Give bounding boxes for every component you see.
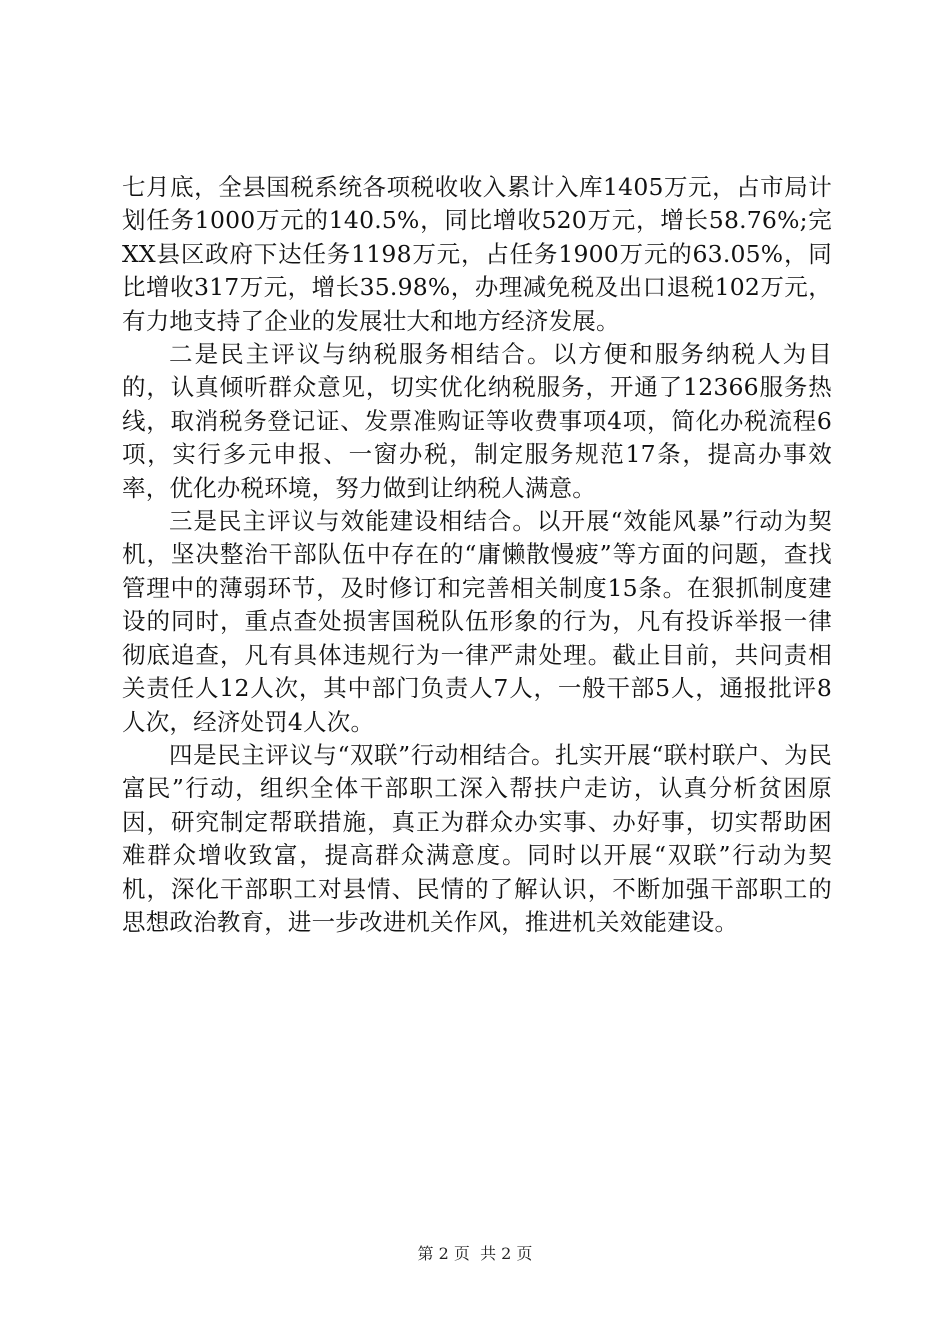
paragraph-efficiency-building: 三是民主评议与效能建设相结合。以开展“效能风暴”行动为契机，坚决整治干部队伍中存在的“庸懒散慢疲”等方面的问题，查找管理中的薄弱环节，及时修订和完善相关制度15条。在狠抓制度建设的同时，重点查处损害国税队伍形象的行为，凡有投诉举报一律彻底追查，凡有具体违规行为一律严肃处理。截止目前，共问责相关责任人12人次，其中部门负责人7人，一般干部5人，通报批评8人次，经济处罚4人次。 bbox=[122, 507, 832, 736]
paragraph-shuanglian-action: 四是民主评议与“双联”行动相结合。扎实开展“联村联户、为民富民”行动，组织全体干部职工深入帮扶户走访，认真分析贫困原因，研究制定帮联措施，真正为群众办实事、办好事，切实帮助困难群众增收致富，提高群众满意度。同时以开展“双联”行动为契机，深化干部职工对县情、民情的了解认识，不断加强干部职工的思想政治教育，进一步改进机关作风，推进机关效能建设。 bbox=[122, 740, 832, 936]
page-number-label: 第 2 页 共 2 页 bbox=[417, 1244, 533, 1263]
paragraph-taxpayer-service: 二是民主评议与纳税服务相结合。以方便和服务纳税人为目的，认真倾听群众意见，切实优化纳税服务，开通了12366服务热线，取消税务登记证、发票准购证等收费事项4项，简化办税流程6项，实行多元申报、一窗办税，制定服务规范17条，提高办事效率，优化办税环境，努力做到让纳税人满意。 bbox=[122, 340, 832, 502]
document-body bbox=[122, 171, 832, 939]
page-footer bbox=[0, 1244, 950, 1264]
paragraph-continuation: 七月底，全县国税系统各项税收收入累计入库1405万元，占市局计划任务1000万元的140.5%，同比增收520万元，增长58.76%;完XX县区政府下达任务1198万元，占任务1900万元的63.05%，同比增收317万元，增长35.98%，办理减免税及出口退税102万元，有力地支持了企业的发展壮大和地方经济发展。 bbox=[122, 173, 832, 335]
